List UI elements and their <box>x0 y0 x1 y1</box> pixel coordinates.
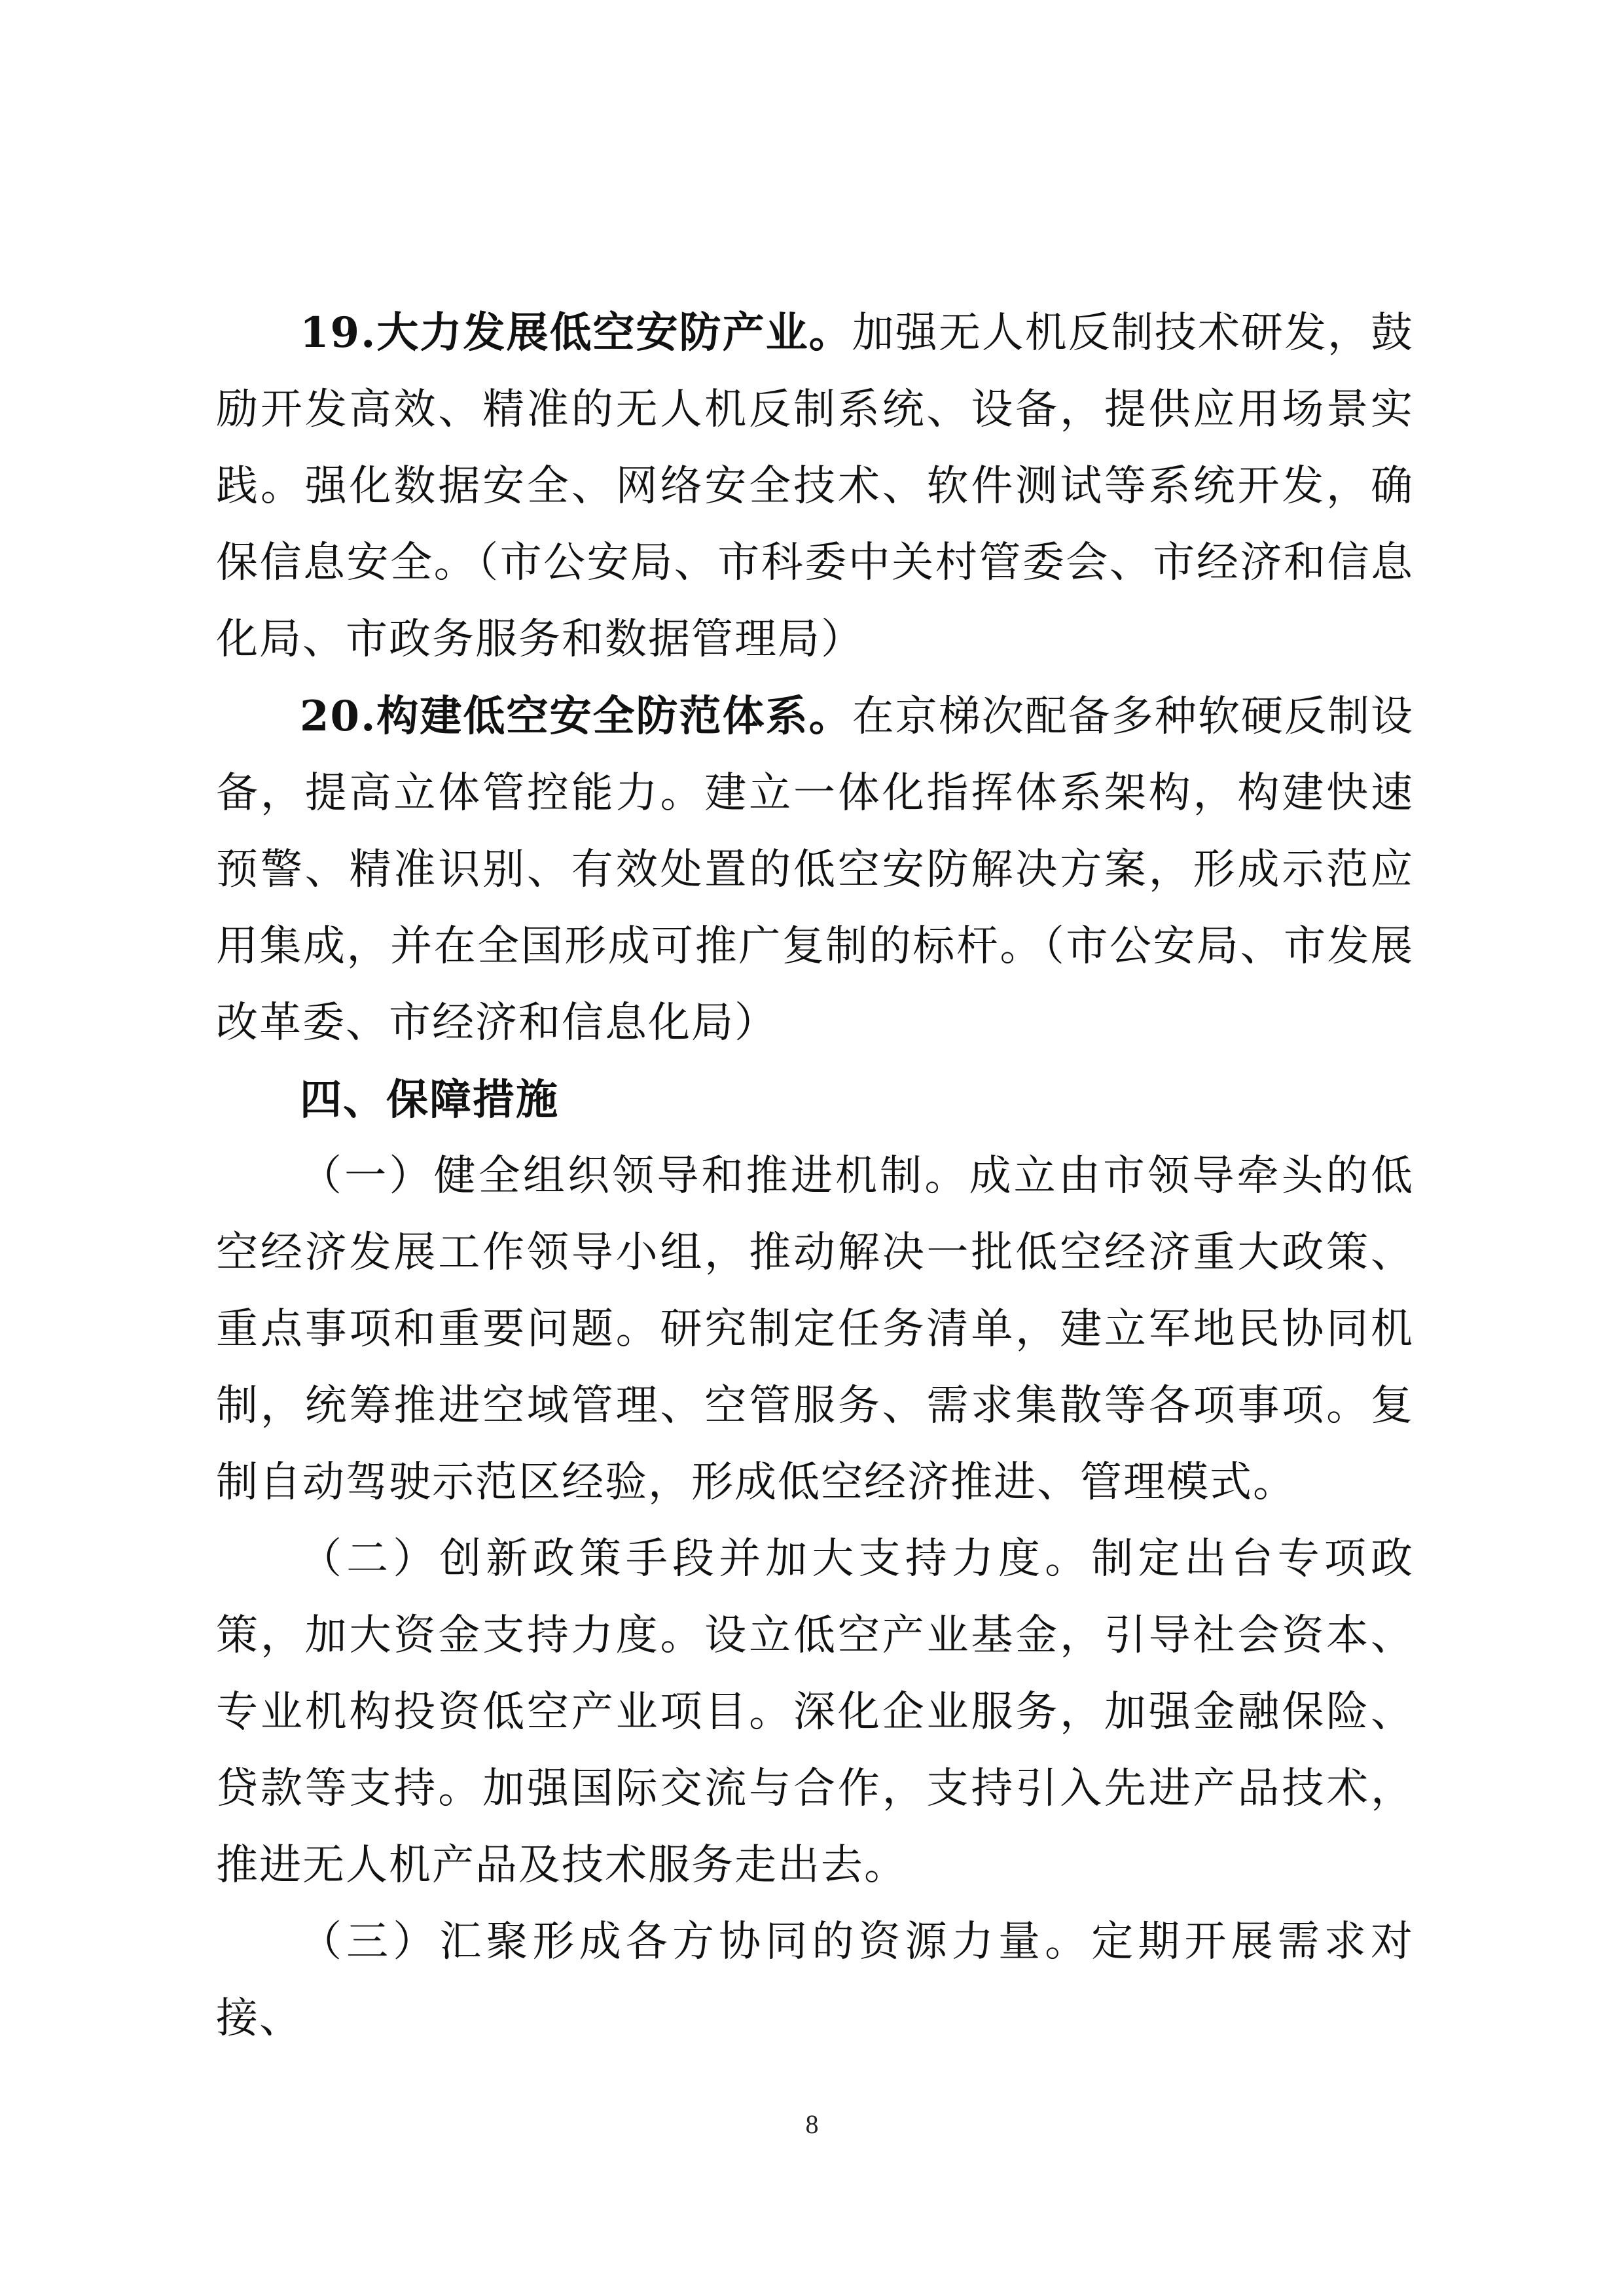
item-19-title: 19.大力发展低空安防产业。 <box>300 308 852 357</box>
measure-3-title: （三）汇聚形成各方协同的资源力量。 <box>300 1918 1092 1966</box>
measure-2-text: 制定出台专项政策，加大资金支持力度。设立低空产业基金，引导社会资本、专业机构投资低空产业项目。深化企业服务，加强金融保险、贷款等支持。加强国际交流与合作，支持引入先进产品技术，推进无人机产品及技术服务走出去。 <box>216 1535 1415 1890</box>
item-20-paragraph <box>216 678 1414 1062</box>
item-20-title: 20.构建低空安全防范体系。 <box>300 692 852 741</box>
measure-2-paragraph <box>216 1521 1414 1904</box>
item-20-text: 在京梯次配备多种软硬反制设备，提高立体管控能力。建立一体化指挥体系架构，构建快速预警、精准识别、有效处置的低空安防解决方案，形成示范应用集成，并在全国形成可推广复制的标杆。（市公安局、市发展改革委、市经济和信息化局） <box>216 692 1414 1047</box>
item-19-paragraph <box>216 295 1414 678</box>
measure-1-paragraph <box>216 1138 1414 1521</box>
item-19-text: 加强无人机反制技术研发，鼓励开发高效、精准的无人机反制系统、设备，提供应用场景实践。强化数据安全、网络安全技术、软件测试等系统开发，确保信息安全。（市公安局、市科委中关村管委会、市经济和信息化局、市政务服务和数据管理局） <box>216 309 1414 664</box>
measure-1-title: （一）健全组织领导和推进机制。 <box>300 1152 969 1200</box>
measure-3-text: 定期开展需求对接、 <box>216 1918 1415 2043</box>
document-body <box>216 295 1414 2057</box>
measure-2-title: （二）创新政策手段并加大支持力度。 <box>300 1535 1092 1583</box>
measure-3-paragraph <box>216 1904 1414 2057</box>
page-number: 8 <box>805 2109 819 2139</box>
measure-1-text: 成立由市领导牵头的低空经济发展工作领导小组，推动解决一批低空经济重大政策、重点事项和重要问题。研究制定任务清单，建立军地民协同机制，统筹推进空域管理、空管服务、需求集散等各项事项。复制自动驾驶示范区经验，形成低空经济推进、管理模式。 <box>216 1152 1414 1507</box>
section-heading: 四、保障措施 <box>300 1075 559 1124</box>
